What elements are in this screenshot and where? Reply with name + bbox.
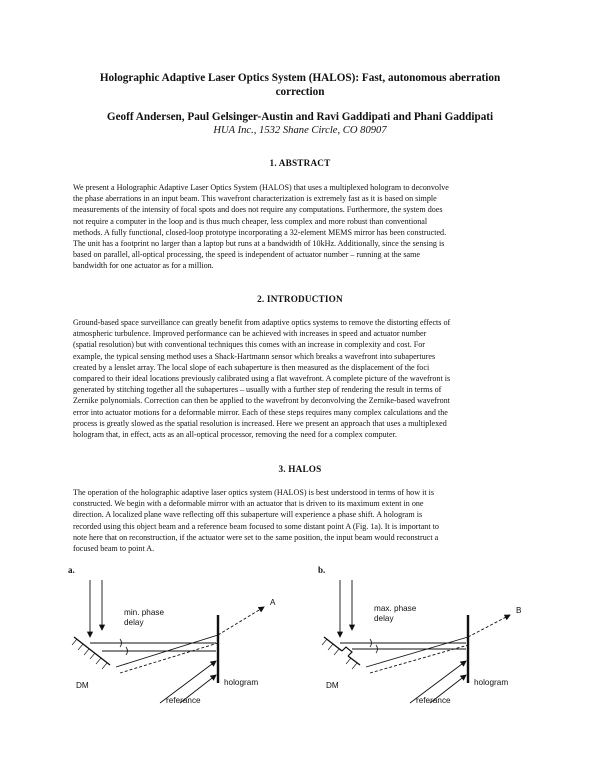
figure-label-a: a.: [68, 565, 75, 575]
authors: Geoff Andersen, Paul Gelsinger-Austin and Ravi Gaddipati and Phani Gaddipati: [106, 111, 494, 123]
deformable-mirror: [72, 637, 110, 669]
output-beam-line: [120, 643, 218, 673]
text-line: Zernike polynomials. Correction can then be applied to the wavefront by deconvolving the Zernike-based wavefront: [73, 396, 450, 406]
reference-label: referance: [166, 696, 201, 705]
text-line: The operation of the holographic adaptive laser optics system (HALOS) is best understood in terms of how it is: [73, 488, 434, 497]
section-heading-halos: 3. HALOS: [278, 464, 322, 474]
section-heading-abstract: 1. ABSTRACT: [269, 158, 331, 168]
text-line: constructed. We begin with a deformable mirror with an actuator that is driven to its maximum extent in one: [73, 499, 424, 509]
paper-title: [70, 71, 530, 99]
section-heading-introduction: 2. INTRODUCTION: [257, 294, 343, 304]
halos-paragraph: [73, 487, 529, 554]
figure-b-diagram: [318, 575, 538, 705]
figure-a-diagram: [68, 575, 288, 705]
deformable-mirror: [322, 637, 360, 669]
text-line: note here that on reconstruction, if the actuator were set to the same position, the input beam would reconstruct a: [73, 532, 439, 542]
mirror-label: DM: [326, 681, 339, 690]
phase-label: max. phase: [374, 604, 417, 613]
text-line: bandwidth for one actuator as for a million.: [73, 261, 214, 271]
text-line: Ground-based space surveillance can greatly benefit from adaptive optics systems to remove the distorting effects of: [73, 318, 451, 327]
output-beam-line: [366, 637, 468, 667]
text-line: not require a computer in the loop and is thus much cheaper, less complex and more robust than conventional: [73, 216, 428, 226]
text-line: error into actuator motions for a deformable mirror. Each of these steps requires many complex calculations and the: [73, 407, 448, 417]
introduction-paragraph: [73, 317, 529, 440]
figure-label-b: b.: [318, 565, 326, 575]
text-line: created by a lenslet array. The local slope of each subaperture is then measured as the displacement of the foci: [73, 362, 430, 372]
text-line: process is greatly slowed as the spatial resolution is increased. Here we present an approach that uses a multiplexed: [73, 418, 447, 428]
text-line: We present a Holographic Adaptive Laser Optics System (HALOS) that uses a multiplexed hologram to deconvolve: [73, 183, 449, 192]
focus-point-label: A: [270, 598, 276, 607]
title-line: Holographic Adaptive Laser Optics System (HALOS): Fast, autonomous aberration: [99, 72, 501, 84]
text-line: atmospheric turbulence. Improved performance can be achieved with increases in speed and actuator number: [73, 329, 427, 339]
phase-label: min. phase: [124, 608, 165, 617]
text-line: measurements of the intensity of focal spots and does not require any computations. Furthermore, the system does: [73, 205, 443, 215]
text-line: direction. A localized plane wave reflecting off this subaperture will experience a phase shift. A hologram is: [73, 510, 423, 520]
text-line: generated by stitching together all the subapertures – usually with a further step of rendering the result in terms of: [73, 385, 442, 395]
phase-label: delay: [374, 614, 394, 623]
output-beam-line: [468, 615, 510, 637]
output-beam-line: [218, 607, 264, 635]
text-line: The unit has a footprint no larger than a laptop but runs at a bandwidth of 10kHz. Additionally, since the sensing is: [73, 239, 445, 249]
reference-label: referance: [416, 696, 451, 705]
text-line: focused beam to point A.: [73, 544, 155, 554]
hologram-label: hologram: [474, 678, 509, 687]
text-line: (spatial resolution) but with conventional techniques this comes with an increase in complexity and cost. For: [73, 340, 425, 350]
text-line: methods. A fully functional, closed-loop prototype incorporating a 32-element MEMS mirror has been constructed.: [73, 227, 447, 237]
text-line: based on parallel, all-optical processing, the speed is independent of actuator number – running at the same: [73, 250, 421, 260]
phase-label: delay: [124, 618, 144, 627]
text-line: hologram that, in effect, acts as an all-optical processor, removing the need for a complex computer.: [73, 430, 397, 440]
optics-diagram-a: [68, 575, 288, 705]
optics-diagram-b: [318, 575, 538, 705]
title-line: correction: [275, 86, 325, 98]
text-line: the phase aberrations in an input beam. This wavefront characterization is extremely fast as it is based on simple: [73, 194, 437, 204]
hologram-label: hologram: [224, 678, 259, 687]
text-line: example, the typical sensing method uses a Shack-Hartmann sensor which breaks a wavefront into subapertures: [73, 351, 436, 361]
mirror-label: DM: [76, 681, 89, 690]
text-line: compared to their ideal locations previously calibrated using a flat wavefront. A complete picture of the wavefront is: [73, 374, 451, 384]
focus-point-label: B: [516, 606, 522, 615]
affiliation: HUA Inc., 1532 Shane Circle, CO 80907: [213, 125, 387, 136]
text-line: recorded using this object beam and a reference beam focused to some distant point A (Fig. 1a). It is important to: [73, 521, 439, 531]
abstract-paragraph: [73, 182, 529, 272]
